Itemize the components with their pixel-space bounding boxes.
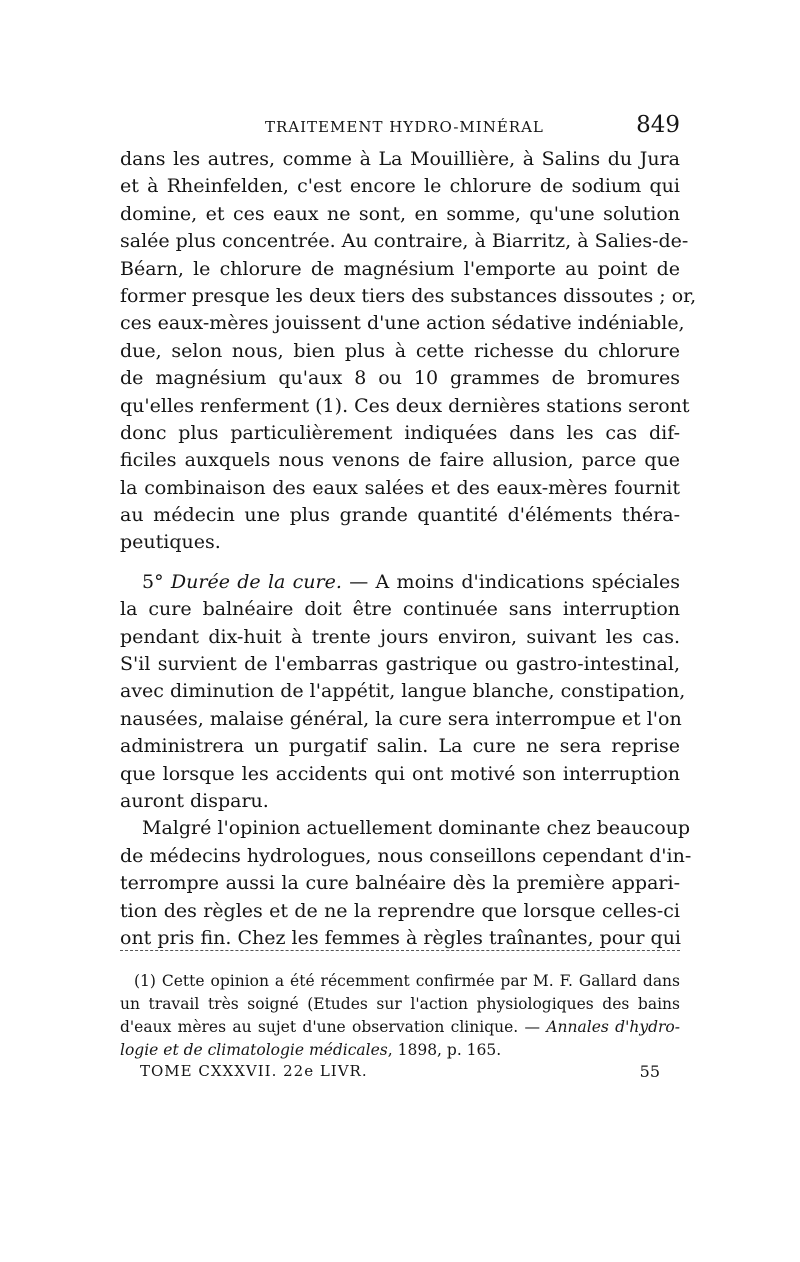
text-line: former presque les deux tiers des substances dissoutes ; or, <box>120 284 697 307</box>
text-line: de médecins hydrologues, nous conseillons cependant d'in- <box>120 844 692 867</box>
footnote-text: , 1898, p. 165. <box>387 1041 502 1059</box>
footnote <box>120 970 680 1062</box>
text-line: Malgré l'opinion actuellement dominante chez beaucoup <box>142 817 691 840</box>
text-line: pendant dix-huit à trente jours environ, suivant les cas. <box>120 625 680 648</box>
text-line: ont pris fin. Chez les femmes à règles traînantes, pour qui <box>120 926 682 949</box>
text-line: tion des règles et de ne la reprendre que lorsque celles-ci <box>120 899 680 922</box>
footnote-line: (1) Cette opinion a été récemment confirmée par M. F. Gallard dans <box>134 972 680 990</box>
text-line: peutiques. <box>120 531 221 554</box>
section-heading-rest: — A moins d'indications spéciales <box>341 570 680 593</box>
footnote-text: d'eaux mères au sujet d'une observation clinique. — <box>120 1018 547 1036</box>
text-line: avec diminution de l'appétit, langue blanche, constipation, <box>120 680 686 703</box>
page-header <box>120 112 680 144</box>
text-line: la cure balnéaire doit être continuée sans interruption <box>120 598 680 621</box>
footnote-journal-title: Annales d'hydro- <box>546 1018 680 1036</box>
text-line: et à Rheinfelden, c'est encore le chlorure de sodium qui <box>120 175 680 198</box>
text-line: que lorsque les accidents qui ont motivé son interruption <box>120 762 680 785</box>
text-line: due, selon nous, bien plus à cette richesse du chlorure <box>120 339 680 362</box>
text-line: domine, et ces eaux ne sont, en somme, qu'une solution <box>120 202 680 225</box>
volume-signature: TOME CXXXVII. 22e LIVR. <box>140 1062 368 1080</box>
text-line: qu'elles renferment (1). Ces deux dernières stations seront <box>120 394 690 417</box>
footnote-journal-title: logie et de climatologie médicales <box>120 1041 388 1059</box>
text-line: ces eaux-mères jouissent d'une action sédative indéniable, <box>120 312 685 335</box>
text-line: Béarn, le chlorure de magnésium l'emporte au point de <box>120 257 680 280</box>
section-heading-line <box>120 569 680 596</box>
text-line: terrompre aussi la cure balnéaire dès la première appari- <box>120 872 680 895</box>
text-line: ficiles auxquels nous venons de faire allusion, parce que <box>120 449 680 472</box>
text-line: S'il survient de l'embarras gastrique ou gastro-intestinal, <box>120 653 680 676</box>
paragraph-gap <box>120 557 680 569</box>
body-text <box>120 146 697 952</box>
footnote-line <box>120 1016 680 1039</box>
text-line: administrera un purgatif salin. La cure ne sera reprise <box>120 735 680 758</box>
text-line: salée plus concentrée. Au contraire, à Biarritz, à Salies-de- <box>120 230 689 253</box>
printer-signature <box>120 1062 680 1086</box>
sheet-number: 55 <box>639 1062 660 1081</box>
text-line: dans les autres, comme à La Mouillière, à Salins du Jura <box>120 148 680 170</box>
text-line: auront disparu. <box>120 789 269 812</box>
text-line: au médecin une plus grande quantité d'éléments théra- <box>120 504 680 527</box>
section-number: 5° <box>142 570 164 593</box>
text-line: de magnésium qu'aux 8 ou 10 grammes de bromures <box>120 367 680 390</box>
running-title: TRAITEMENT HYDRO-MINÉRAL <box>265 118 544 136</box>
page-number: 849 <box>636 112 680 138</box>
footnote-line: un travail très soigné (Etudes sur l'action physiologiques des bains <box>120 995 680 1013</box>
section-title: Durée de la cure. <box>170 570 342 593</box>
footnote-divider <box>120 950 680 951</box>
text-line: nausées, malaise général, la cure sera interrompue et l'on <box>120 707 682 730</box>
footnote-line <box>120 1039 680 1062</box>
text-line: donc plus particulièrement indiquées dans les cas dif- <box>120 421 680 444</box>
text-line: la combinaison des eaux salées et des eaux-mères fournit <box>120 476 680 499</box>
